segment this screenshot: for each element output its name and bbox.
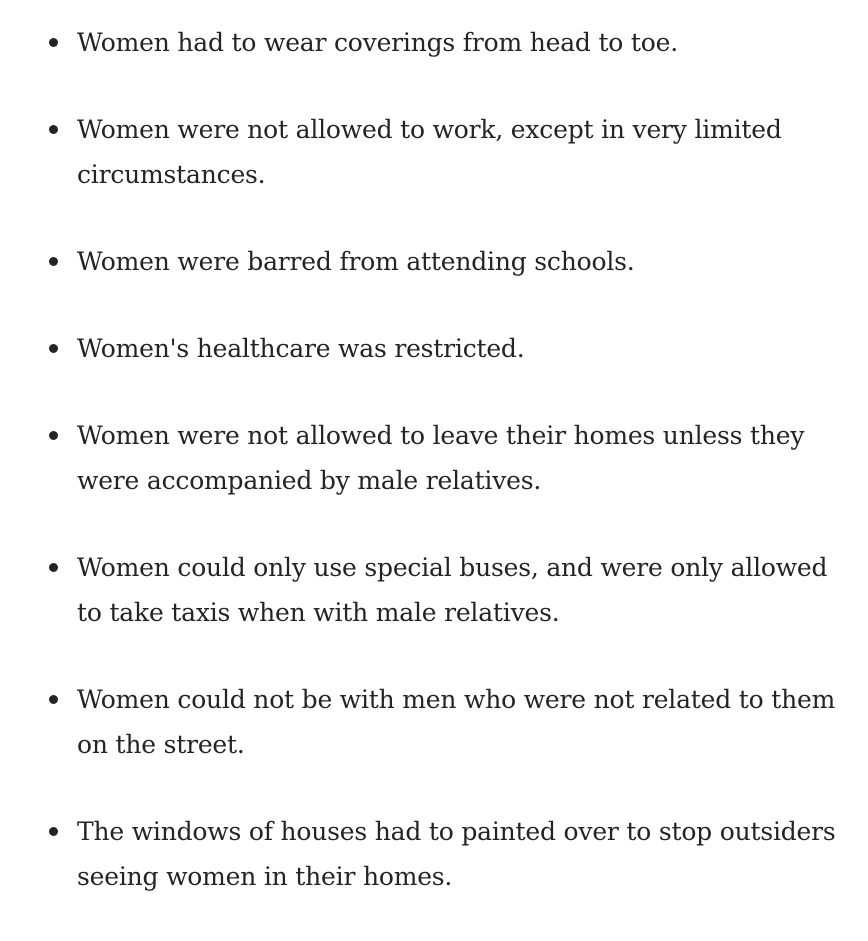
list-item bbox=[0, 239, 868, 284]
list-item bbox=[0, 545, 868, 635]
bullet-icon bbox=[49, 257, 58, 266]
list-item-text: Women had to wear coverings from head to toe. bbox=[77, 28, 678, 57]
list-item-text: Women could only use special buses, and were only allowed to take taxis when with male relatives. bbox=[77, 553, 828, 627]
bullet-icon bbox=[49, 827, 58, 836]
list-item bbox=[0, 107, 868, 197]
list-item-text: Women were not allowed to work, except in very limited circumstances. bbox=[77, 115, 782, 189]
list-item bbox=[0, 20, 868, 65]
list-item bbox=[0, 326, 868, 371]
list-item-text: Women were not allowed to leave their homes unless they were accompanied by male relatives. bbox=[77, 421, 805, 495]
list-item bbox=[0, 677, 868, 767]
list-item-text: Women's healthcare was restricted. bbox=[77, 334, 525, 363]
bullet-icon bbox=[49, 563, 58, 572]
bullet-icon bbox=[49, 125, 58, 134]
list-item bbox=[0, 809, 868, 899]
list-item bbox=[0, 413, 868, 503]
bullet-icon bbox=[49, 38, 58, 47]
list-item-text: Women were barred from attending schools. bbox=[77, 247, 635, 276]
bullet-icon bbox=[49, 695, 58, 704]
list-item-text: Women could not be with men who were not related to them on the street. bbox=[77, 685, 836, 759]
bullet-icon bbox=[49, 431, 58, 440]
list-item-text: The windows of houses had to painted over to stop outsiders seeing women in their homes. bbox=[77, 817, 836, 891]
bullet-icon bbox=[49, 344, 58, 353]
bullet-list bbox=[0, 20, 868, 941]
